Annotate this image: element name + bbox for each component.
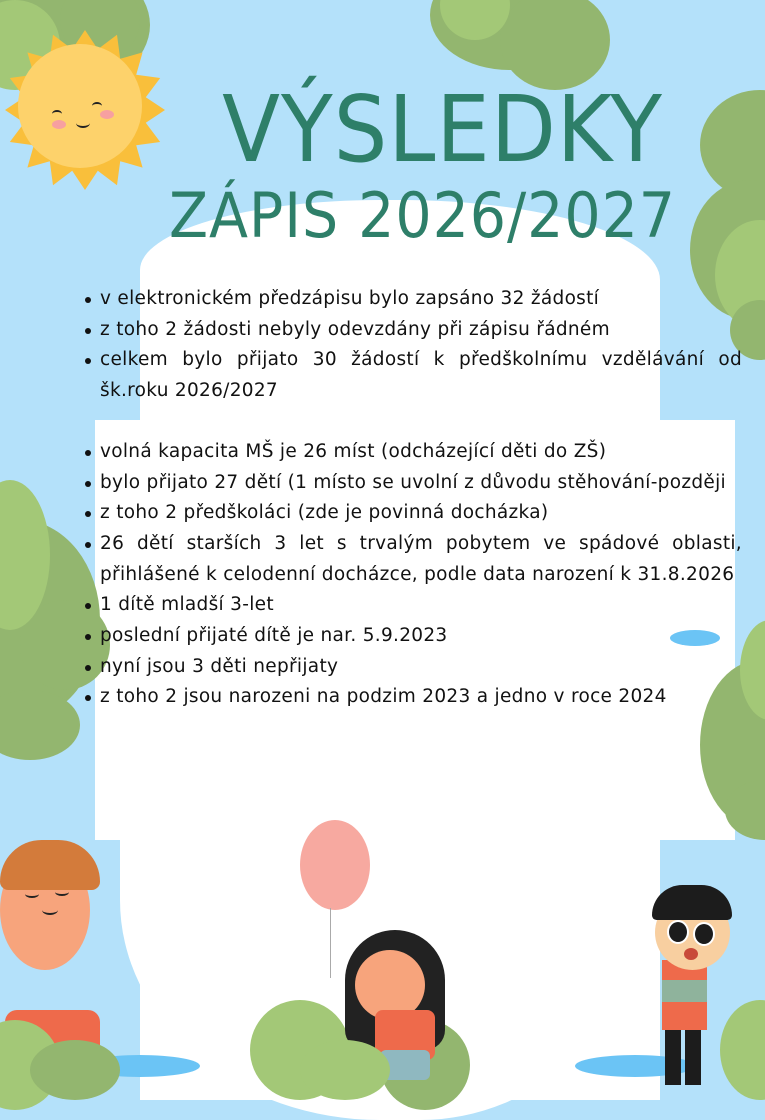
balloon-icon	[300, 820, 370, 910]
list-item: z toho 2 žádosti nebyly odevzdány při zápisu řádném	[82, 315, 742, 346]
list-item: bylo přijato 27 dětí (1 místo se uvolní z důvodu stěhování-později	[82, 468, 742, 499]
list-item: celkem bylo přijato 30 žádostí k předškolnímu vzdělávání od šk.roku 2026/2027	[82, 345, 742, 406]
page-title: VÝSLEDKY	[222, 76, 663, 183]
list-item: 26 dětí starších 3 let s trvalým pobytem ve spádové oblasti, přihlášené k celodenní docházce, podle data narození k 31.8.2026	[82, 529, 742, 590]
list-item: z toho 2 jsou narozeni na podzim 2023 a jedno v roce 2024	[82, 682, 742, 713]
list-item: z toho 2 předškoláci (zde je povinná docházka)	[82, 498, 742, 529]
results-list	[82, 284, 742, 713]
page-subtitle: ZÁPIS 2026/2027	[168, 179, 677, 252]
list-item: nyní jsou 3 děti nepřijaty	[82, 652, 742, 683]
list-item: 1 dítě mladší 3-let	[82, 590, 742, 621]
list-item: v elektronickém předzápisu bylo zapsáno 32 žádostí	[82, 284, 742, 315]
list-item: poslední přijaté dítě je nar. 5.9.2023	[82, 621, 742, 652]
list-item: volná kapacita MŠ je 26 míst (odcházející děti do ZŠ)	[82, 437, 742, 468]
list-spacer	[82, 407, 742, 437]
